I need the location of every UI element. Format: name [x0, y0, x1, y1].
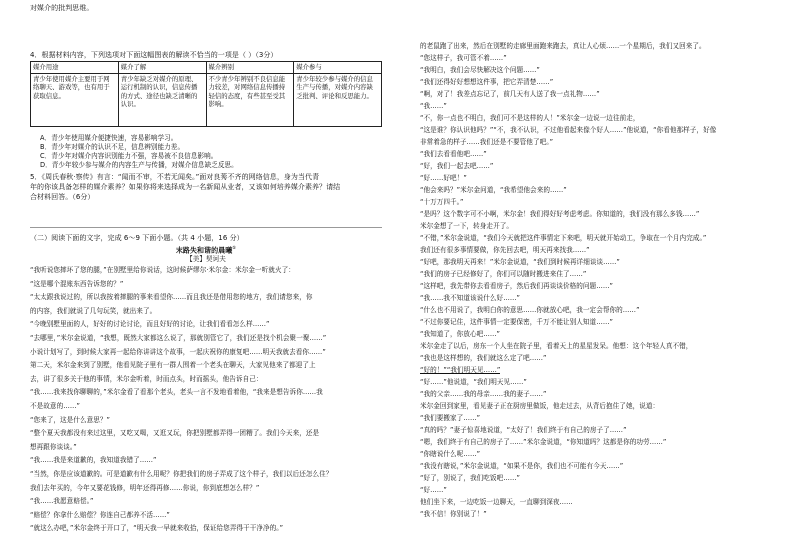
table-header: 媒介用途: [31, 62, 119, 74]
story-paragraph: 去，讲了很多关于他的事情，米尔金听着，时而点头，时而摇头，他告诉自己：: [30, 374, 263, 383]
story-line: “好……”他说道，“我们明天见……”: [420, 378, 527, 386]
right-column: [420, 0, 772, 549]
story-paragraph: 不是故意的……”: [30, 402, 80, 410]
story-paragraph: “整个夏天我都没有来过这里，又吃又喝，又逛又玩，你把别墅都弄得一团糟了。我们今天来，还是: [30, 429, 320, 438]
story-paragraph: “去哪里，”米尔金说道，“我想，既然大家都这么说了，那就别管它了，我们还是找个机会聚一聚……”: [30, 334, 327, 342]
story-line: “嗯，我们终于有自己的房子了……”米尔金说道，“你知道吗？这都是你的功劳……”: [420, 438, 667, 446]
story-line: “我明白，我们会尽快解决这个问题……”: [420, 66, 540, 74]
story-line: “好了，别说了，我们吃饭吧……”: [420, 474, 520, 482]
story-line: “不过你要记住，这件事情一定要保密，千万不能让别人知道……”: [420, 318, 613, 326]
story-line: “好……”: [420, 486, 447, 494]
story-line: 米尔金想了一下，转身走开了。: [420, 222, 514, 230]
story-line: “我……我不知道该说什么好……”: [420, 294, 520, 302]
story-line: “好……好吧！”: [420, 174, 467, 182]
story-line: “我没有瞎说，”米尔金说道，“如果不是你，我们也不可能有今天……”: [420, 462, 624, 470]
story-paragraph: “我……我来找你聊聊的，”米尔金看了看那个老头，老头一言不发地看着他，“我来是想告诉你……我: [30, 388, 323, 397]
story-paragraph: 第二天，米尔金来到了别墅，他看见院子里有一群人围着一个老头在聊天，大家见他来了都迎了上: [30, 361, 316, 370]
table-cell: 青少年使用媒介主要用于网络聊天、游戏等，也有用于获取信息。: [31, 74, 119, 127]
story-line: 米尔金回到家里，看见妻子正在厨房里做饭，他走过去，从背后抱住了她，说道：: [420, 402, 660, 410]
table-cell: 不少青少年辨别不良信息能力较差，对网络信息传播持轻信的态度，有些甚至受其影响。: [206, 74, 294, 127]
story-paragraph: 的内容，我们就说了几句玩笑，就出来了。: [30, 306, 157, 315]
story-line: “我们要搬家了……”: [420, 414, 481, 422]
table-cell: 青少年缺乏对媒介的原理、运行机制的认识，信息传播的方式、途径也缺乏清晰的认识。: [118, 74, 206, 127]
story-paragraph: “当然，你是应该道歉的。可是道歉有什么用呢？你把我们的房子弄成了这个样子，我们以后还怎么住？: [30, 470, 333, 478]
story-line: 的老鼠跑了出来，然后在别墅的走廊里面跑来跑去，真让人心烦……一个星期后，我们又回来了。: [420, 42, 706, 50]
left-column: [30, 0, 382, 549]
story-paragraph: “太太跟我说过的，所以我按着摔腿的事来看望你……而且我还是借用您的地方，我们请您来，你: [30, 293, 313, 302]
option-b: B．青少年对媒介的认识不足，信息辨别能力差。: [40, 143, 185, 151]
story-line: 他们坐下来，一边吃饭一边聊天，一直聊到深夜……: [420, 498, 573, 506]
story-line: “我们去看看他吧……”: [420, 150, 487, 158]
question-5-line: 合材料回答。（6分）: [30, 193, 95, 201]
story-title: 末路失和谐的晨曦①: [175, 246, 237, 255]
story-line: “十万万四千。”: [420, 198, 464, 206]
story-line: “他会来吗？”米尔金问道，“我希望他会来的……”: [420, 186, 567, 194]
story-line: “我的父亲……我的母亲……我的妻子……”: [420, 390, 547, 398]
story-line: 非常着急的样子……我们还是不要管他了吧。”: [420, 138, 554, 146]
divider: [30, 227, 382, 228]
story-line: “这是谁？你认识他吗？”“不，我不认识，不过他看起来像个好人……”他说道，“你看他那样子，好像: [420, 126, 717, 134]
story-line: “什么也不用说了，我明白你的意思……你就放心吧，我一定会帮你的……”: [420, 306, 640, 314]
table-cell: 青少年较少参与媒介的信息生产与传播，对媒介内容缺乏批判、评论和反思能力。: [294, 74, 382, 127]
story-line: “好吧，那我明天再来！”米尔金说道，“我们到时候再详细谈谈……”: [420, 258, 620, 266]
story-line: “我们还得好好想想这件事，把它弄清楚……”: [420, 78, 554, 86]
option-a: A．青少年使用媒介便捷快速，容易影响学习。: [40, 134, 178, 142]
story-line: “不，你一点也不明白，我们可不是这样的人！”米尔金一边说一边往前走，: [420, 114, 640, 122]
story-paragraph: 小说计划写了，到时候大家再一起给你讲讲这个故事，一起庆祝你的康复吧……明天我就去看你……”: [30, 347, 326, 356]
question-5-line: 年的你该具备怎样的媒介素养？如果你将来选择成为一名新闻从业者，又该如何培养媒介素养？请结: [30, 183, 341, 191]
table-header: 媒介了解: [118, 62, 206, 74]
section-2-heading: （二）阅读下面的文字，完成 6～9 下面小题。（共 4 小题，16 分）: [30, 234, 244, 242]
story-line: “这样吧，我先带你去看看房子，然后我们再谈谈价格的问题……”: [420, 282, 613, 290]
story-line: “啊，对了！我差点忘记了，前几天有人送了我一点礼物……”: [420, 90, 600, 98]
story-line: 我们还有很多事情要做，你先回去吧，明天再来找我……”: [420, 246, 590, 254]
story-paragraph: 我们去年买的，今年又要花钱修，明年还得再修……你说，你到底想怎么样？”: [30, 483, 260, 492]
story-line: 米尔金走了以后，房东一个人坐在院子里，看着天上的星星发呆。他想：这个年轻人真不错，: [420, 342, 693, 350]
story-line: “我也是这样想的，我们就这么定了吧……”: [420, 354, 547, 362]
story-paragraph: “这是哪个混账东西告诉您的？”: [30, 279, 124, 288]
story-paragraph: “就这么办吧，”米尔金终于开口了，“明天我一早就来收拾，保证给您弄得干干净净的。”: [30, 524, 284, 533]
story-line: “您这样子，我可管不着……”: [420, 54, 507, 62]
table-header: 媒介参与: [294, 62, 382, 74]
story-paragraph: “赔偿？你拿什么赔偿？你连自己都养不活……”: [30, 510, 170, 519]
story-paragraph: “今晚别墅里面的人，好好的讨论讨论，而且好好的讨论，让我们看看怎么样……”: [30, 320, 270, 329]
story-paragraph: 想再跟你谈谈。”: [30, 442, 77, 451]
story-line: “真的吗？”妻子惊喜地说道，“太好了！我们终于有自己的房子了……”: [420, 426, 627, 434]
story-line: “你瞎说什么呢……”: [420, 450, 481, 458]
story-line: “是吗？这个数字可不小啊，米尔金！我们得好好考虑考虑。你知道的，我们没有那么多钱……”: [420, 210, 700, 218]
story-line: “我们的房子已经修好了，你们可以随时搬进来住了……”: [420, 270, 587, 278]
question-4-prompt: 4．根据材料内容，下列选项对下面这幅图表的解读不恰当的一项是（ ）（3分）: [30, 51, 278, 59]
story-paragraph: “我……我愿意赔偿。”: [30, 497, 94, 506]
story-line: “好，我们一起去吧……”: [420, 162, 494, 170]
story-line: “好的！”“我们明天见……”: [420, 366, 501, 374]
story-paragraph: “我听说您摔坏了您的腿，”在别墅里给你说话，这时候萨缪尔·米尔金：米尔金一听就火了：: [30, 266, 295, 274]
question-5-line: 5．《周氏春秋·察传》有言：“闻而不审，不若无闻矣。”面对良莠不齐的网络信息，身为当代青: [30, 173, 320, 181]
story-line: “我不信！你别说了！”: [420, 510, 487, 518]
story-paragraph: “您来了，这是什么意思？”: [30, 415, 111, 424]
story-line: “我……”: [420, 102, 447, 110]
option-c: C．青少年对媒介内容识别能力不强，容易被不良信息影响。: [40, 152, 218, 160]
story-paragraph: “我……我是来道歉的，我知道我错了……”: [30, 456, 157, 465]
table-header: 媒介辨别: [206, 62, 294, 74]
media-table: [30, 61, 382, 127]
story-author: 【美】契诃夫: [186, 255, 226, 263]
story-line: “不错，”米尔金说道，“我们今天就把这件事情定下来吧，明天就开始动工，争取在一个月内完成。”: [420, 234, 707, 242]
option-d: D．青少年较少参与媒介的内容生产与传播，对媒介信息缺乏反思。: [40, 161, 238, 169]
story-line: “我知道了，你放心吧……”: [420, 330, 501, 338]
intro-tail: 对媒介的批判思维。: [30, 4, 94, 12]
